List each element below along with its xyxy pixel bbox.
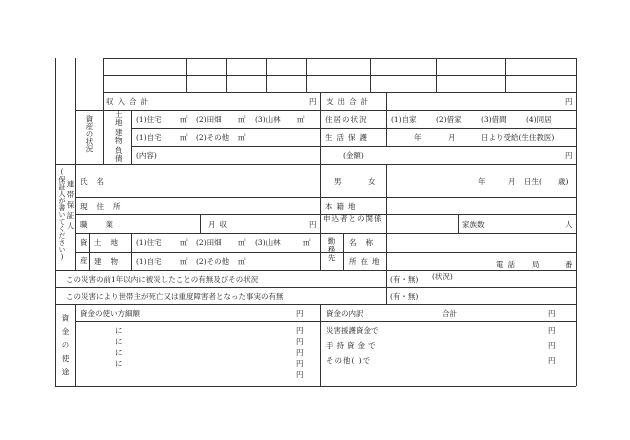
guarantor-male: 男 <box>334 177 342 186</box>
housing-room: (3)借間 <box>481 115 507 124</box>
assets-land-field: (2)田畑 <box>196 115 222 124</box>
guarantor-phone-office: 局 <box>532 260 540 269</box>
guarantor-age: 歳) <box>558 177 569 186</box>
guarantor-workplace-name-label: 名称 <box>349 238 382 247</box>
guarantor-building-item-2: (2)その他 <box>196 257 230 266</box>
disaster-prior-status: (状況) <box>432 272 453 281</box>
guarantor-land-item-2: (2)田畑 <box>196 238 222 247</box>
assets-section-label: 資産の状況 <box>85 115 94 153</box>
guarantor-address-label: 現住所 <box>80 202 130 211</box>
housing-shared: (4)同居 <box>526 115 552 124</box>
assets-land-unit-2: ㎡ <box>238 115 246 124</box>
disaster-death-label: この災害により世帯主が死亡又は重度障害者となった事実の有無 <box>66 292 284 301</box>
guarantor-asset-label: 資産 <box>80 238 88 265</box>
funds-item-3: その他( )で <box>326 356 372 365</box>
funds-item-2: 手持資金で <box>326 341 379 350</box>
assets-building-residence: (1)自宅 <box>136 133 162 142</box>
welfare-month: 月 <box>448 133 456 142</box>
guarantor-phone-label: 電話 <box>496 260 519 269</box>
funds-breakdown-unit-header: 円 <box>548 309 556 318</box>
funds-total-label: 合計 <box>442 309 457 318</box>
guarantor-occupation-label: 職業 <box>80 220 131 229</box>
guarantor-building-unit-2: ㎡ <box>238 257 246 266</box>
funds-item-1: 災害援護資金で <box>326 326 379 335</box>
funds-usage-label: 資金の使い方細額 <box>80 309 140 318</box>
assets-building-other: (2)その他 <box>196 133 230 142</box>
assets-land-unit-3: ㎡ <box>297 115 305 124</box>
expense-unit: 円 <box>565 97 573 106</box>
guarantor-land-label: 土地 <box>94 238 127 247</box>
welfare-year: 年 <box>414 133 422 142</box>
assets-land-unit-1: ㎡ <box>180 115 188 124</box>
funds-item-unit-1: 円 <box>548 326 556 335</box>
guarantor-income-unit: 円 <box>309 220 317 229</box>
guarantor-note: (保証人が書いてください) <box>58 168 66 261</box>
guarantor-land-unit-1: ㎡ <box>180 238 188 247</box>
funds-usage-unit-2: 円 <box>296 337 304 346</box>
funds-usage-unit-1: 円 <box>296 326 304 335</box>
guarantor-building-unit-1: ㎡ <box>180 257 188 266</box>
assets-land-forest: (3)山林 <box>255 115 281 124</box>
assets-land-label: 土地 <box>115 110 123 127</box>
guarantor-building-label: 建物 <box>94 257 127 266</box>
assets-building-unit-2: ㎡ <box>238 133 246 142</box>
funds-breakdown-label: 資金の内訳 <box>326 309 364 318</box>
assets-debt-unit: 円 <box>565 151 573 160</box>
funds-usage-unit-5: 円 <box>296 370 304 379</box>
assets-building-unit-1: ㎡ <box>180 133 188 142</box>
funds-usage-row-4: に <box>115 359 123 368</box>
assets-debt-amount: (金額) <box>343 151 364 160</box>
guarantor-section-label: 連帯保証人 <box>66 180 75 233</box>
welfare-receipt: 日より受給(生住教医) <box>481 133 555 142</box>
guarantor-family-unit: 人 <box>565 220 573 229</box>
expense-total-label: 支出合計 <box>326 97 372 106</box>
assets-land-residence: (1)住宅 <box>136 115 162 124</box>
funds-item-unit-2: 円 <box>548 341 556 350</box>
guarantor-phone-number: 番 <box>565 260 573 269</box>
funds-usage-row-2: に <box>115 337 123 346</box>
guarantor-relation-label: 申込者との関係 <box>323 214 383 223</box>
guarantor-workplace-location-label: 所在地 <box>349 257 384 266</box>
disaster-death-yesno: (有・無) <box>390 292 419 301</box>
guarantor-family-label: 家族数 <box>462 220 485 229</box>
guarantor-land-item-1: (1)住宅 <box>136 238 162 247</box>
housing-own: (1)自家 <box>391 115 417 124</box>
disaster-prior-label: この災害の前1年以内に被災したことの有無及びその状況 <box>66 275 259 284</box>
funds-usage-row-1: に <box>115 326 123 335</box>
guarantor-land-item-3: (3)山林 <box>255 238 281 247</box>
income-unit: 円 <box>309 97 317 106</box>
disaster-prior-yesno: (有・無) <box>390 275 419 284</box>
guarantor-birth-day: 日生( <box>524 177 542 186</box>
guarantor-land-unit-3: ㎡ <box>303 238 311 247</box>
guarantor-female: 女 <box>368 177 376 186</box>
income-total-label: 収入合計 <box>106 97 152 106</box>
guarantor-birth-month: 月 <box>508 177 516 186</box>
guarantor-monthly-income-label: 月収 <box>208 220 231 229</box>
funds-usage-unit-4: 円 <box>296 359 304 368</box>
funds-usage-row-3: に <box>115 348 123 357</box>
assets-debt-label: 負債 <box>115 146 123 163</box>
housing-rent: (2)借家 <box>436 115 462 124</box>
housing-label: 住居の状況 <box>325 115 368 124</box>
welfare-label: 生活保護 <box>325 133 371 142</box>
guarantor-workplace-label: 勤務先 <box>327 237 336 263</box>
funds-usage-unit-3: 円 <box>296 348 304 357</box>
guarantor-birth-year: 年 <box>478 177 486 186</box>
funds-section-label: 資金の使途 <box>61 314 70 382</box>
funds-item-unit-3: 円 <box>548 356 556 365</box>
guarantor-domicile-label: 本籍地 <box>325 202 360 211</box>
guarantor-building-item-1: (1)自宅 <box>136 257 162 266</box>
guarantor-name-label: 氏名 <box>80 177 113 186</box>
funds-usage-unit-header: 円 <box>296 309 304 318</box>
assets-building-label: 建物 <box>115 128 123 145</box>
assets-debt-content: (内容) <box>136 151 157 160</box>
guarantor-land-unit-2: ㎡ <box>238 238 246 247</box>
